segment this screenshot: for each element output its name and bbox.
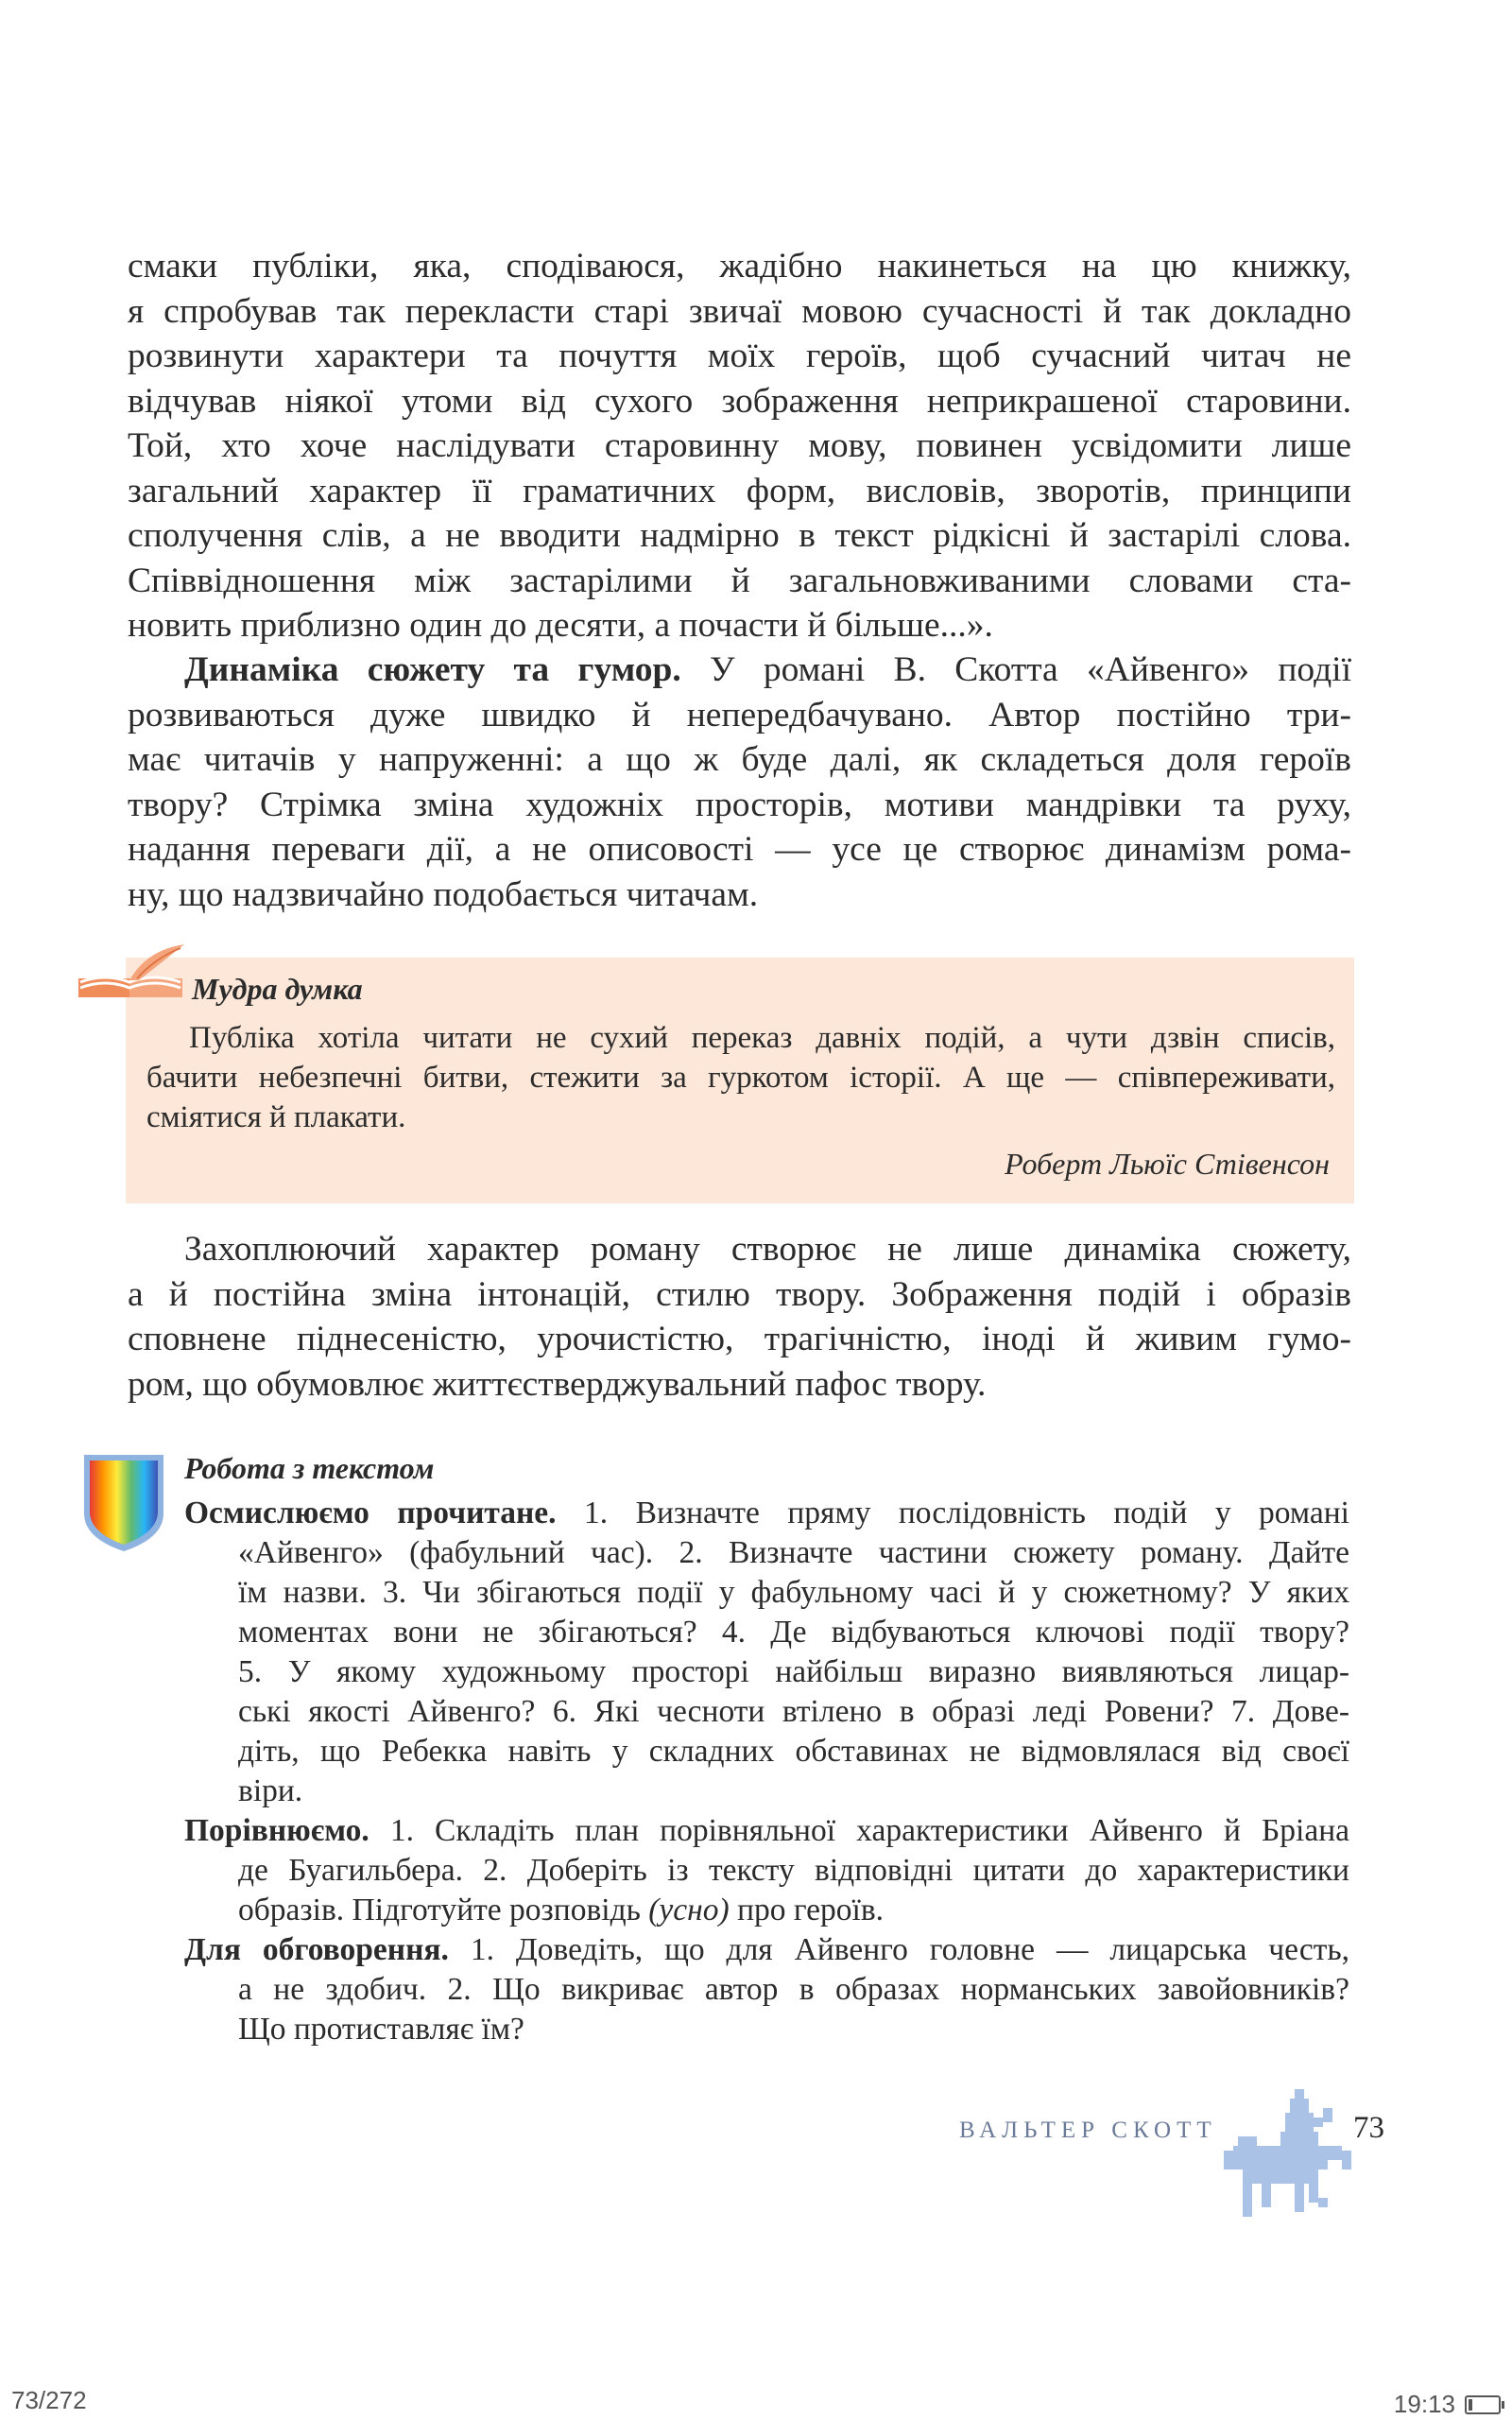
task-line: Що протиставляє їм?	[238, 2012, 524, 2047]
dynamics-heading: Динаміка сюжету та гумор.	[184, 650, 681, 689]
task-line: ські якості Айвенго? 6. Які чесноти втілено в образі леді Ровени? 7. Дове-	[238, 1694, 1349, 1729]
dynamics-paragraph	[128, 648, 1351, 917]
intro-line: сполучення слів, а не вводити надмірно в текст рідкісні й застарілі слова.	[128, 516, 1351, 555]
running-head: ВАЛЬТЕР СКОТТ	[959, 2118, 1217, 2143]
intro-line: розвинути характери та почуття моїх героїв, щоб сучасний читач не	[128, 337, 1351, 375]
open-book-quill-icon	[71, 941, 194, 1007]
intro-line: Співвідношення між застарілими й загальновживаними словами ста-	[128, 561, 1351, 600]
dynamics-line: ну, що надзвичайно подобається читачам.	[128, 874, 759, 914]
intro-line: відчував ніякої утоми від сухого зображення неприкрашеної старовини.	[128, 381, 1351, 421]
status-bar-right	[1394, 2390, 1501, 2419]
task-line: діть, що Ребекка навіть у складних обставинах не відмовлялася від своєї	[238, 1734, 1349, 1769]
task-label: Порівнюємо.	[184, 1813, 369, 1848]
intro-line: я спробував так перекласти старі звичаї мовою сучасності й так докладно	[128, 291, 1351, 331]
battery-icon	[1465, 2395, 1501, 2414]
task-text-italic: (усно)	[648, 1893, 730, 1927]
task-text: 1. Доведіть, що для Айвенго головне — лицарська честь,	[448, 1932, 1349, 1967]
reader-page-progress: 73/272	[11, 2386, 87, 2414]
task-discussion	[184, 1930, 1349, 2049]
task-line: віри.	[238, 1773, 303, 1808]
task-text: образів. Підготуйте розповідь	[238, 1893, 649, 1927]
task-compare	[184, 1811, 1349, 1930]
work-with-text-title: Робота з текстом	[184, 1451, 435, 1485]
rainbow-shield-icon	[80, 1451, 167, 1555]
task-text: 1. Складіть план порівняльної характеристики Айвенго й Бріана	[369, 1813, 1349, 1848]
intro-line: смаки публіки, яка, сподіваюся, жадібно накинеться на цю книжку,	[128, 247, 1351, 285]
task-line: «Айвенго» (фабульний час). 2. Визначте частини сюжету роману. Дайте	[238, 1535, 1349, 1570]
style-line: ром, що обумовлює життєстверджувальний пафос твору.	[128, 1364, 987, 1404]
dynamics-line: має читачів у напруженні: а що ж буде далі, як складеться доля героїв	[128, 740, 1351, 779]
dynamics-line: твору? Стрімка зміна художніх просторів, мотиви мандрівки та руху,	[128, 785, 1351, 824]
task-line: моментах вони не збігаються? 4. Де відбуваються ключові події твору?	[238, 1615, 1349, 1650]
page-number: 73	[1353, 2111, 1384, 2145]
quote-author: Роберт Льюїс Стівенсон	[1005, 1147, 1330, 1181]
dynamics-first-line: У романі В. Скотта «Айвенго» події	[680, 650, 1351, 689]
task-line: їм назви. 3. Чи збігаються події у фабульному часі й у сюжетному? У яких	[238, 1575, 1349, 1610]
quote-line: Публіка хотіла читати не сухий переказ давніх подій, а чути дзвін списів,	[189, 1021, 1335, 1055]
quote-line: бачити небезпечні битви, стежити за гуркотом історії. А ще — співпереживати,	[146, 1061, 1335, 1095]
clock: 19:13	[1393, 2390, 1455, 2418]
task-label: Осмислюємо прочитане.	[184, 1495, 557, 1530]
task-text: про героїв.	[729, 1893, 885, 1927]
dynamics-line: розвиваються дуже швидко й непередбачувано. Автор постійно три-	[128, 695, 1351, 735]
intro-line: загальний характер її граматичних форм, висловів, зворотів, принципи	[128, 471, 1351, 510]
task-label: Для обговорення.	[184, 1932, 449, 1967]
intro-paragraph	[128, 244, 1351, 648]
task-line: а не здобич. 2. Що викриває автор в образах норманських завойовників?	[238, 1972, 1349, 2007]
intro-line: новить приблизно один до десяти, а почасти й більше...».	[128, 606, 993, 645]
task-line: 5. У якому художньому просторі найбільш виразно виявляються лицар-	[238, 1654, 1349, 1689]
intro-line: Той, хто хоче наслідувати старовинну мову, повинен усвідомити лише	[128, 426, 1351, 465]
task-line: де Буагильбера. 2. Доберіть із тексту відповідні цитати до характеристики	[238, 1853, 1349, 1888]
wise-thought-title: Мудра думка	[192, 972, 363, 1006]
style-line: а й постійна зміна інтонацій, стилю твору. Зображення подій і образів	[128, 1274, 1351, 1314]
style-paragraph	[128, 1227, 1351, 1407]
wise-thought-text	[146, 1018, 1335, 1137]
quote-line: сміятися й плакати.	[146, 1100, 406, 1134]
style-line: сповнене піднесеністю, урочистістю, трагічністю, іноді й живим гумо-	[128, 1320, 1351, 1358]
task-comprehension	[184, 1494, 1349, 1811]
task-text: 1. Визначте пряму послідовність подій у романі	[556, 1495, 1349, 1530]
knight-on-horse-icon	[1224, 2089, 1351, 2221]
dynamics-line: надання переваги дії, а не описовості — усе це створює динамізм рома-	[128, 830, 1351, 869]
style-line: Захоплюючий характер роману створює не лише динаміка сюжету,	[184, 1230, 1351, 1269]
